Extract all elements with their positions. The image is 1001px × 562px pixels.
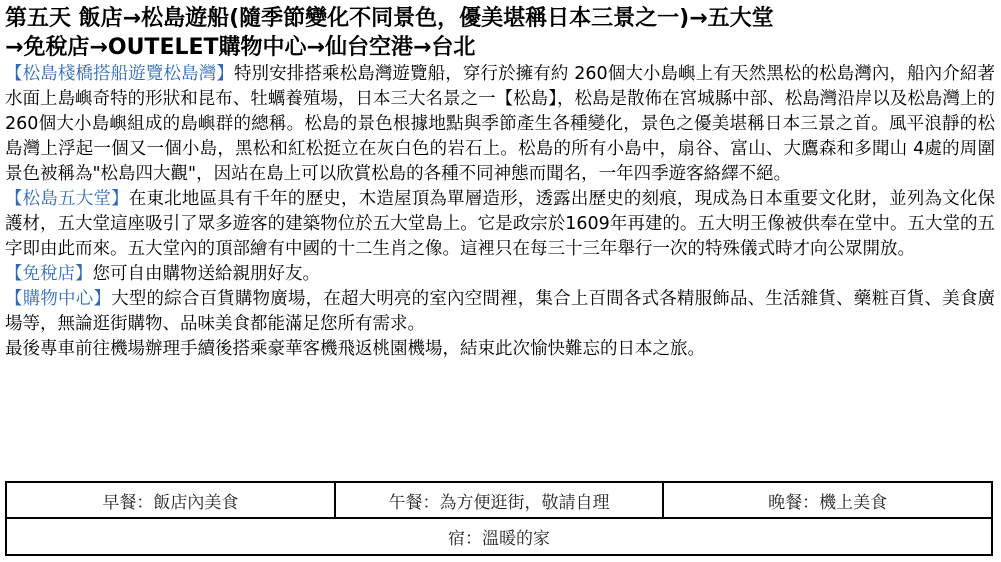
lunch-cell: 午餐：為方便逛街，敬請自理 — [335, 482, 664, 518]
section-matsushima-cruise — [5, 62, 995, 187]
section-duty-free — [5, 262, 995, 287]
stay-cell: 宿：溫暖的家 — [6, 518, 992, 555]
day-title-line-1: 第五天 飯店→松島遊船(隨季節變化不同景色，優美堪稱日本三景之一)→五大堂 — [5, 6, 774, 31]
stay-row — [6, 518, 992, 555]
section-tag: 【免稅店】 — [5, 264, 93, 284]
meals-row — [6, 482, 992, 518]
dinner-cell: 晚餐：機上美食 — [663, 482, 992, 518]
closing-text: 最後專車前往機場辦理手續後搭乘豪華客機飛返桃園機場，結束此次愉快難忘的日本之旅。 — [5, 339, 705, 359]
breakfast-cell: 早餐：飯店內美食 — [6, 482, 335, 518]
section-text: 大型的綜合百貨購物廣場，在超大明亮的室內空間裡，集合上百間各式各精服飾品、生活雜貨、藥粧百貨、美食廣場等，無論逛街購物、品味美食都能滿足您所有需求。 — [5, 289, 995, 334]
section-tag: 【松島棧橋搭船遊覽松島灣】 — [5, 64, 234, 84]
section-godaido — [5, 187, 995, 262]
day-title — [5, 4, 995, 62]
itinerary-day — [5, 4, 995, 362]
meals-table — [5, 481, 993, 556]
section-text: 在東北地區具有千年的歷史，木造屋頂為單層造形，透露出歷史的刻痕，現成為日本重要文化財，並列為文化保護材，五大堂這座吸引了眾多遊客的建築物位於五大堂島上。它是政宗於1609年再建的。五大明王像被供奉在堂中。五大堂的五字即由此而來。五大堂內的頂部繪有中國的十二生肖之像。這裡只在每三十三年舉行一次的特殊儀式時才向公眾開放。 — [5, 189, 996, 259]
section-shopping-center — [5, 287, 995, 337]
section-tag: 【購物中心】 — [5, 289, 112, 309]
section-text: 特別安排搭乘松島灣遊覽船，穿行於擁有約 260個大小島嶼上有天然黑松的松島灣內，船內介紹著水面上島嶼奇特的形狀和昆布、牡蠣養殖場，日本三大名景之一【松島】，松島是散佈在宮城縣中部、松島灣沿岸以及松島灣上的 260個大小島嶼組成的島嶼群的總稱。松島的景色根據地點與季節產生各種變化，景色之優美堪稱日本三景之首。風平浪靜的松島灣上浮起一個又一個小島，黑松和紅松挺立在灰白色的岩石上。松島的所有小島中，扇谷、富山、大鷹森和多聞山 4處的周圍景色被稱為"松島四大觀"，因站在島上可以欣賞松島的各種不同神態而聞名，一年四季遊客絡繹不絕。 — [5, 64, 996, 184]
section-tag: 【松島五大堂】 — [5, 189, 129, 209]
section-text: 您可自由購物送給親朋好友。 — [92, 264, 320, 284]
day-title-line-2: →免稅店→OUTELET購物中心→仙台空港→台北 — [5, 35, 476, 60]
